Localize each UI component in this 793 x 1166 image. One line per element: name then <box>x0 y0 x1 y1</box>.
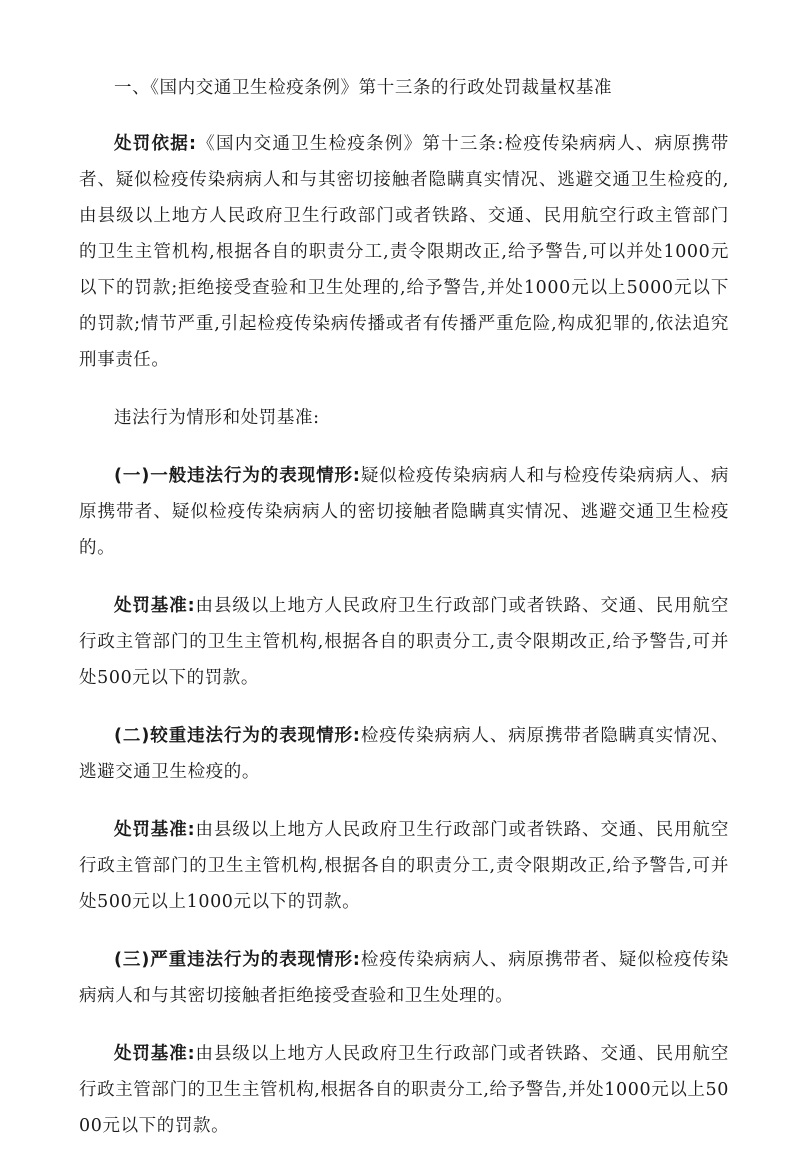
section-2-penalty-text: 由县级以上地方人民政府卫生行政部门或者铁路、交通、民用航空行政主管部门的卫生主管机构,根据各自的职责分工,责令限期改正,给予警告,可并处500元以上1000元以下的罚款。 <box>79 820 730 912</box>
section-1-situation <box>79 458 729 566</box>
section-3-label: (三)严重违法行为的表现情形: <box>114 950 361 970</box>
section-3-penalty <box>79 1036 729 1144</box>
section-1-penalty-text: 由县级以上地方人民政府卫生行政部门或者铁路、交通、民用航空行政主管部门的卫生主管机构,根据各自的职责分工,责令限期改正,给予警告,可并处500元以下的罚款。 <box>79 596 730 688</box>
document-title: 一、《国内交通卫生检疫条例》第十三条的行政处罚裁量权基准 <box>114 78 613 98</box>
section-2-situation <box>79 718 729 790</box>
section-3-penalty-text: 由县级以上地方人民政府卫生行政部门或者铁路、交通、民用航空行政主管部门的卫生主管机构,根据各自的职责分工,给予警告,并处1000元以上5000元以下的罚款。 <box>79 1044 730 1136</box>
section-2-penalty <box>79 812 729 920</box>
section-2-label: (二)较重违法行为的表现情形: <box>114 726 361 746</box>
section-1-text: 疑似检疫传染病病人和与检疫传染病病人、病原携带者、疑似检疫传染病病人的密切接触者隐瞒真实情况、逃避交通卫生检疫的。 <box>79 466 730 558</box>
section-1-penalty-label: 处罚基准: <box>114 596 196 616</box>
section-3-text: 检疫传染病病人、病原携带者、疑似检疫传染病病人和与其密切接触者拒绝接受查验和卫生处理的。 <box>79 950 730 1006</box>
section-2-penalty-label: 处罚基准: <box>114 820 196 840</box>
section-1-label: (一)一般违法行为的表现情形: <box>114 466 361 486</box>
penalty-basis-text: 《国内交通卫生检疫条例》第十三条:检疫传染病病人、病原携带者、疑似检疫传染病病人和与其密切接触者隐瞒真实情况、逃避交通卫生检疫的,由县级以上地方人民政府卫生行政部门或者铁路、交通、民用航空行政主管部门的卫生主管机构,根据各自的职责分工,责令限期改正,给予警告,可以并处1000元以下的罚款;拒绝接受查验和卫生处理的,给予警告,并处1000元以上5000元以下的罚款;情节严重,引起检疫传染病传播或者有传播严重危险,构成犯罪的,依法追究刑事责任。 <box>79 134 730 370</box>
document-page <box>79 70 729 1166</box>
penalty-basis-paragraph <box>79 126 729 378</box>
penalty-basis-label: 处罚依据: <box>114 134 197 154</box>
section-2-text: 检疫传染病病人、病原携带者隐瞒真实情况、逃避交通卫生检疫的。 <box>79 726 730 782</box>
section-3-situation <box>79 942 729 1014</box>
intro-heading: 违法行为情形和处罚基准: <box>114 408 320 428</box>
section-3-penalty-label: 处罚基准: <box>114 1044 196 1064</box>
section-1-penalty <box>79 588 729 696</box>
